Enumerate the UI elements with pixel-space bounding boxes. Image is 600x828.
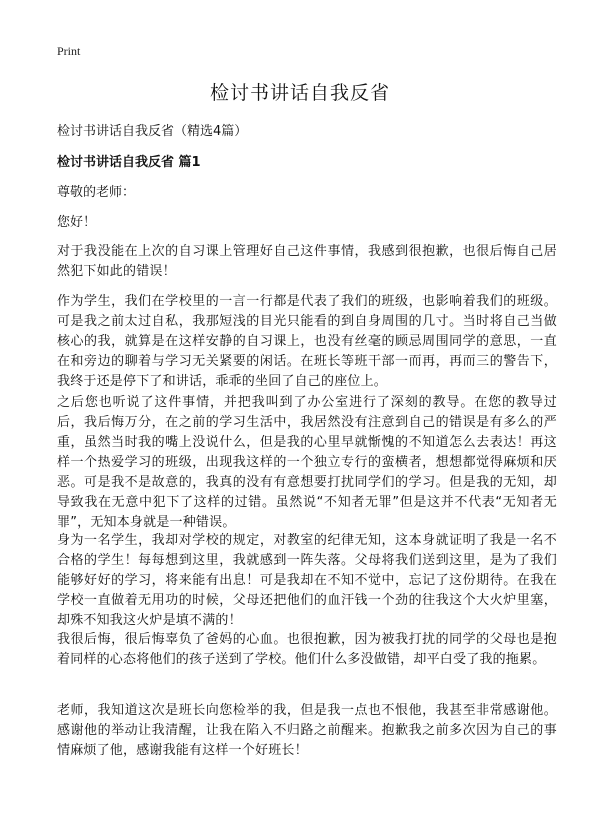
- paragraph: 老师，我知道这次是班长向您检举的我，但是我一点也不恨他，我甚至非常感谢他。感谢他的举动让我清醒，让我在陷入不归路之前醒来。抱歉我之前多次因为自己的事情麻烦了他，感谢我能有这样一个好班长！: [57, 703, 557, 758]
- document-title: 检讨书讲话自我反省: [209, 82, 390, 104]
- paragraph: 我很后悔，很后悔辜负了爸妈的心血。也很抱歉，因为被我打扰的同学的父母也是抱着同样的心态将他们的孩子送到了学校。他们什么多没做错，却平白受了我的拖累。: [57, 632, 557, 667]
- paragraph: 身为一名学生，我却对学校的规定，对教室的纪律无知，这本身就证明了我是一名不合格的学生！每每想到这里，我就感到一阵失落。父母将我们送到这里，是为了我们能够好好的学习，将来能有出息！可是我却在不知不觉中，忘记了这份期待。在我在学校一直做着无用功的时候，父母还把他们的血汗钱一个劲的往我这个大火炉里塞，却殊不知我这火炉是填不满的！: [57, 533, 557, 628]
- document-subtitle: 检讨书讲话自我反省（精选4篇）: [57, 124, 248, 139]
- salutation: 尊敬的老师：: [57, 185, 136, 200]
- paragraph: 作为学生，我们在学校里的一言一行都是代表了我们的班级，也影响着我们的班级。可是我之前太过自私，我那短浅的目光只能看的到自身周围的几寸。当时将自己当做核心的我，就算是在这样安静的自习课上，也没有丝毫的顾忌周围同学的意思，一直在和旁边的聊着与学习无关紧要的闲话。在班长等班干部一而再，再而三的警告下，我终于还是停下了和讲话，乖乖的坐回了自己的座位上。: [57, 294, 557, 389]
- paragraph: 对于我没能在上次的自习课上管理好自己这件事情，我感到很抱歉，也很后悔自己居然犯下如此的错误！: [57, 244, 557, 279]
- print-label: Print: [57, 44, 81, 58]
- greeting: 您好！: [57, 215, 97, 230]
- section-heading: 检讨书讲话自我反省 篇1: [57, 155, 201, 170]
- paragraph: 之后您也听说了这件事情，并把我叫到了办公室进行了深刻的教导。在您的教导过后，我后悔万分，在之前的学习生活中，我居然没有注意到自己的错误是有多么的严重，虽然当时我的嘴上没说什么，但是我的心里早就惭愧的不知道怎么去表达！再这样一个热爱学习的班级，出现我这样的一个独立专行的蛮横者，想想都觉得麻烦和厌恶。可是我不是故意的，我真的没有有意想要打扰同学们的学习。但是我的无知，却导致我在无意中犯下了这样的过错。虽然说“不知者无罪”但是这并不代表“无知者无罪”，无知本身就是一种错误。: [57, 395, 557, 530]
